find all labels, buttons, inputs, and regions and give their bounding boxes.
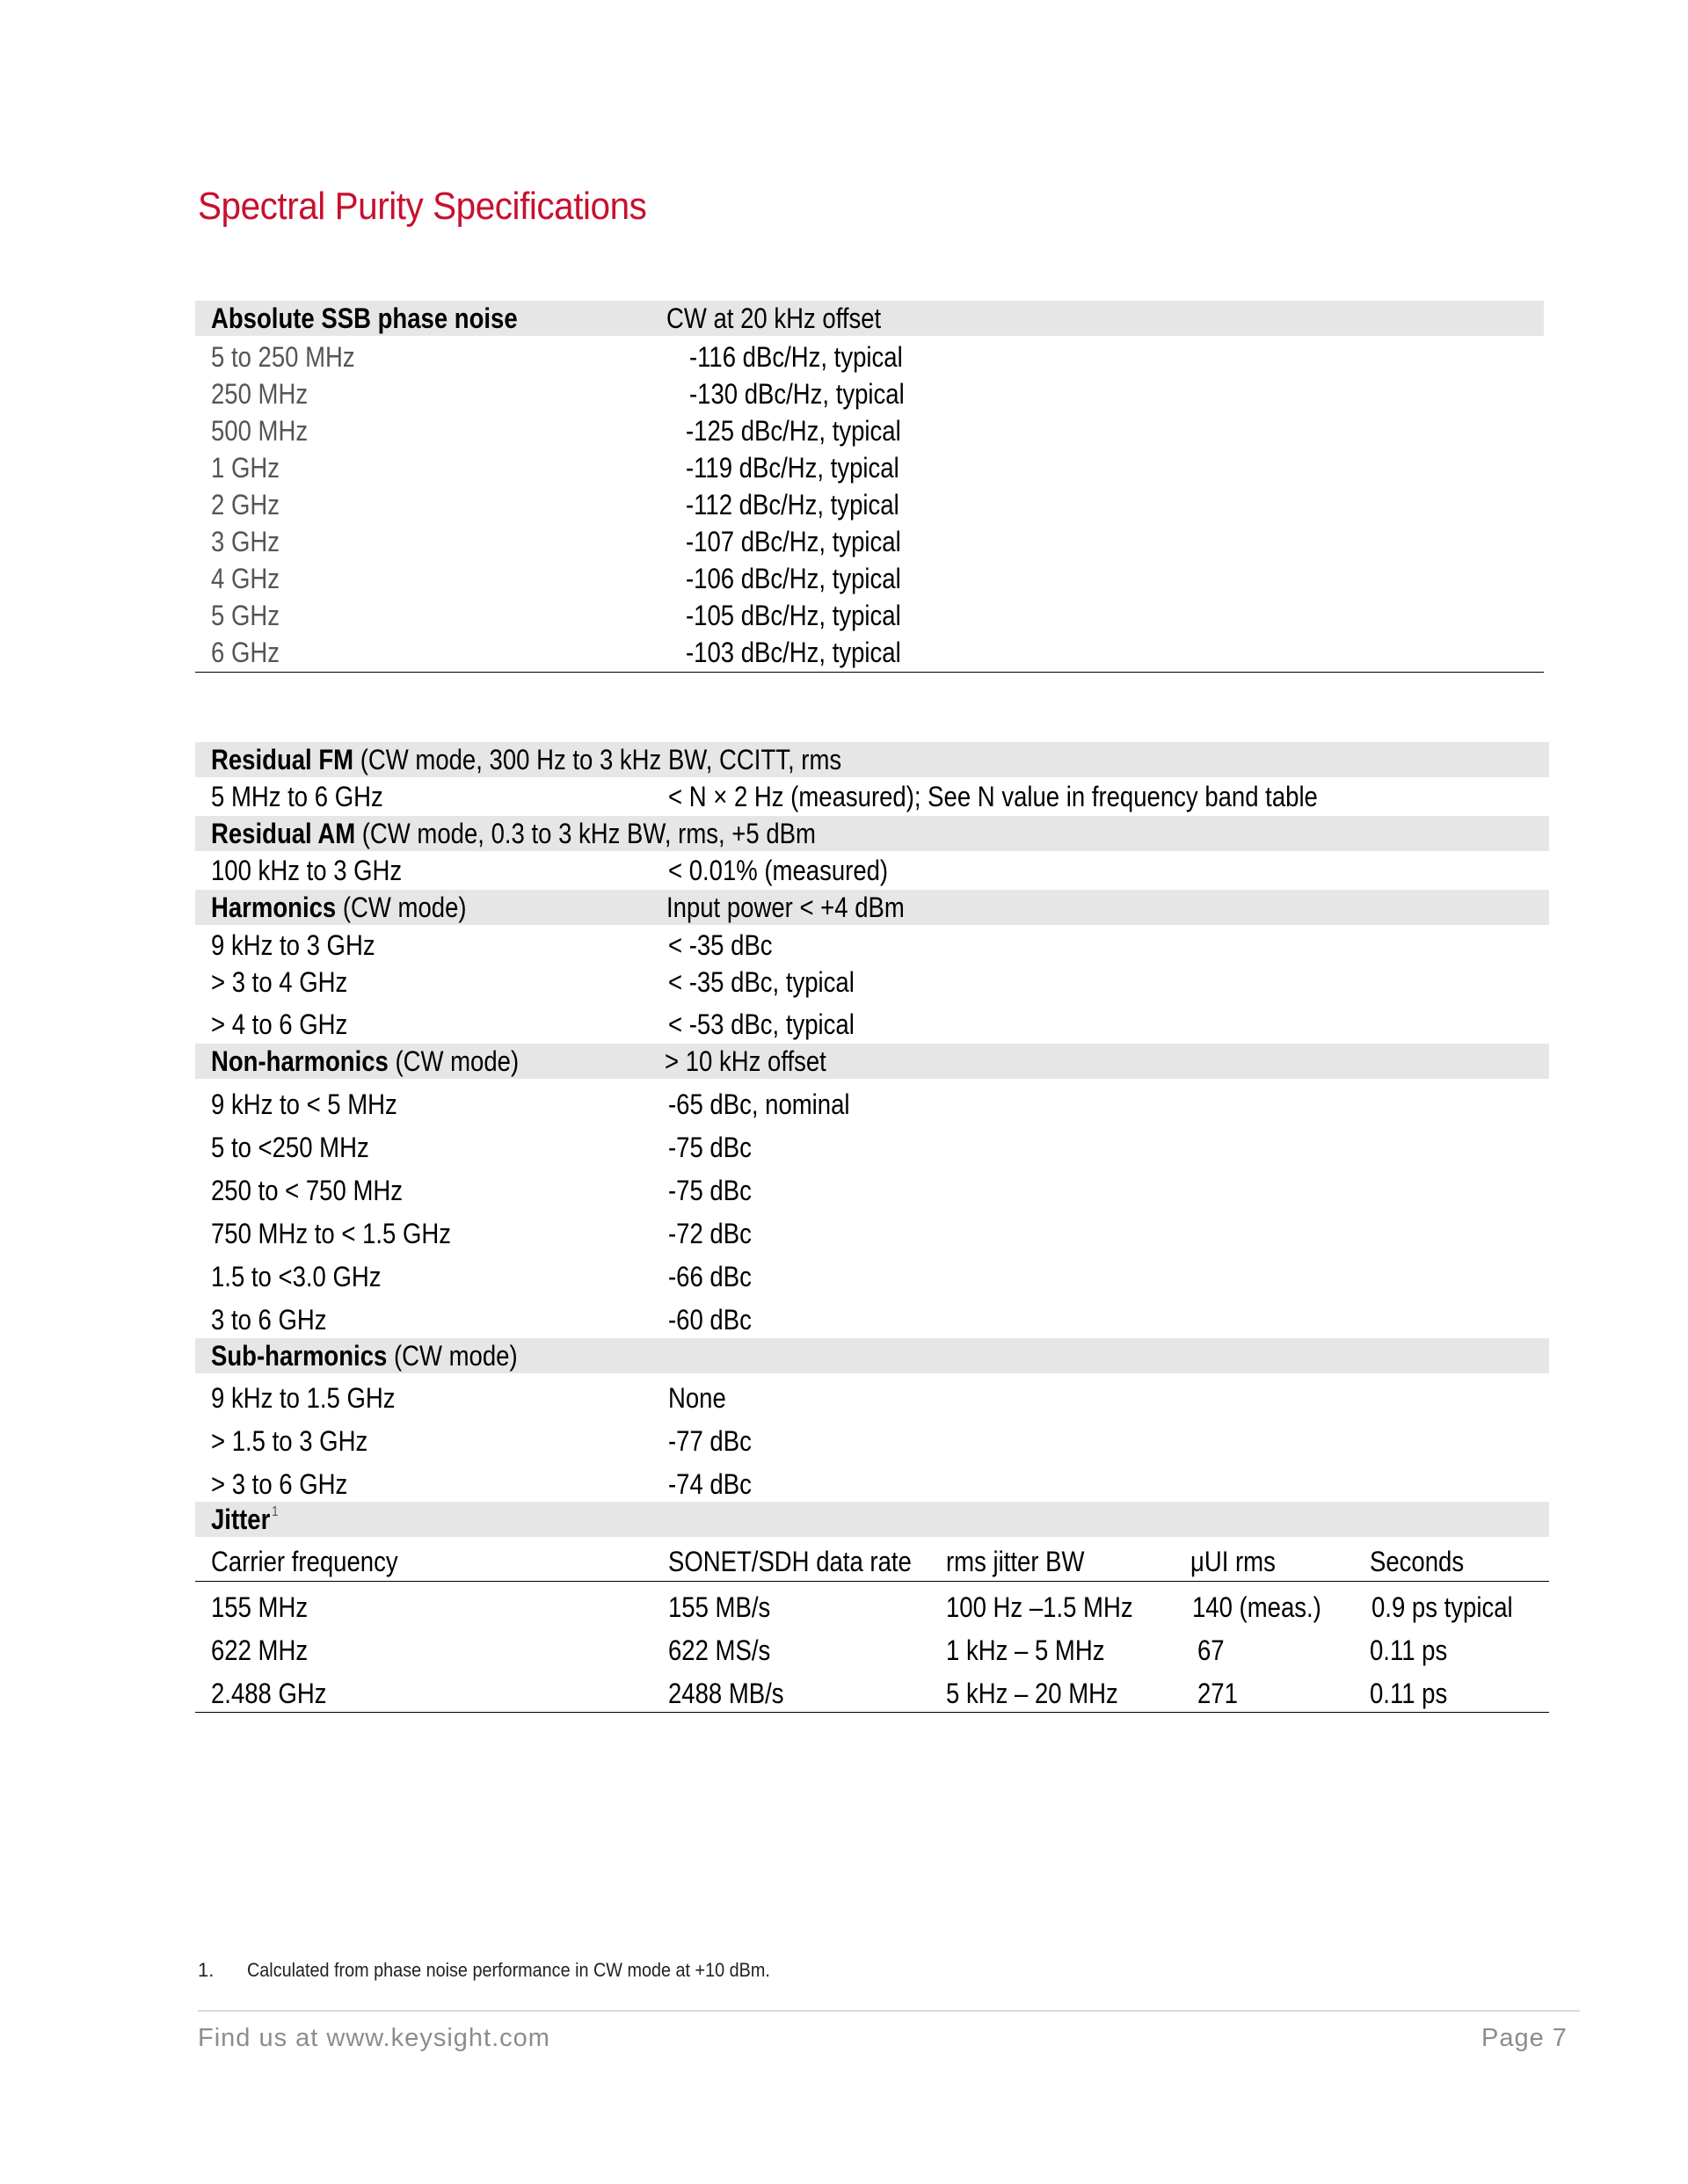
- phase-noise-freq: 6 GHz: [211, 637, 280, 668]
- sub-harmonics-label: > 3 to 6 GHz: [211, 1468, 348, 1500]
- non-harmonics-label: 3 to 6 GHz: [211, 1304, 327, 1336]
- harmonics-value: < -35 dBc, typical: [668, 966, 855, 998]
- jitter-cell: 2488 MB/s: [668, 1678, 784, 1709]
- table-row: [195, 928, 1549, 963]
- phase-noise-freq: 500 MHz: [211, 415, 309, 447]
- harmonics-title: Harmonics (CW mode): [211, 892, 467, 923]
- non-harmonics-label: 5 to <250 MHz: [211, 1132, 369, 1163]
- phase-noise-value: -119 dBc/Hz, typical: [686, 452, 899, 484]
- jitter-cell: 271: [1197, 1678, 1238, 1709]
- phase-noise-value: -130 dBc/Hz, typical: [689, 378, 905, 410]
- jitter-cell: 67: [1197, 1634, 1225, 1666]
- harmonics-label: > 3 to 4 GHz: [211, 966, 348, 998]
- table-row: [195, 853, 1549, 888]
- phase-noise-header-label: Absolute SSB phase noise: [211, 302, 518, 334]
- harmonics-value: < -53 dBc, typical: [668, 1008, 855, 1040]
- phase-noise-value: -105 dBc/Hz, typical: [686, 600, 901, 631]
- jitter-cell: 0.9 ps typical: [1372, 1591, 1513, 1623]
- non-harmonics-value: -75 dBc: [668, 1175, 752, 1206]
- column-header: Seconds: [1370, 1546, 1465, 1577]
- phase-noise-freq: 1 GHz: [211, 452, 280, 484]
- table-row: [195, 1302, 1549, 1337]
- jitter-cell: 5 kHz – 20 MHz: [946, 1678, 1118, 1709]
- non-harmonics-value: -72 dBc: [668, 1218, 752, 1249]
- harmonics-label: 9 kHz to 3 GHz: [211, 929, 375, 961]
- residual-am-value: < 0.01% (measured): [668, 855, 889, 886]
- jitter-header: [195, 1502, 1549, 1537]
- table-row: [195, 561, 1544, 596]
- table-row: [195, 1216, 1549, 1251]
- residual-fm-value: < N × 2 Hz (measured); See N value in frequency band table: [668, 781, 1318, 812]
- non-harmonics-label: 9 kHz to < 5 MHz: [211, 1088, 397, 1120]
- phase-noise-freq: 3 GHz: [211, 526, 280, 557]
- table-row: [195, 1130, 1549, 1165]
- column-header: Carrier frequency: [211, 1546, 398, 1577]
- jitter-cell: 0.11 ps: [1370, 1678, 1448, 1709]
- sub-harmonics-value: None: [668, 1382, 726, 1414]
- sub-harmonics-header: [195, 1338, 1549, 1373]
- non-harmonics-value: -75 dBc: [668, 1132, 752, 1163]
- non-harmonics-label: 750 MHz to < 1.5 GHz: [211, 1218, 452, 1249]
- table-row: [195, 413, 1544, 448]
- jitter-cell: 1 kHz – 5 MHz: [946, 1634, 1105, 1666]
- table-row: [195, 450, 1544, 485]
- jitter-title: Jitter $^1$: [211, 1503, 279, 1535]
- sub-harmonics-label: 9 kHz to 1.5 GHz: [211, 1382, 396, 1414]
- phase-noise-value: -106 dBc/Hz, typical: [686, 563, 901, 594]
- non-harmonics-header: [195, 1044, 1549, 1079]
- table-row: [195, 635, 1544, 670]
- phase-noise-value: -107 dBc/Hz, typical: [686, 526, 901, 557]
- sub-harmonics-title: Sub-harmonics (CW mode): [211, 1340, 518, 1372]
- page-title: Spectral Purity Specifications: [198, 185, 647, 228]
- table-row: [195, 1676, 1549, 1711]
- table-row: [195, 965, 1549, 1000]
- harmonics-condition: Input power < +4 dBm: [666, 892, 905, 923]
- table-row: [195, 376, 1544, 411]
- jitter-cell: 140 (meas.): [1192, 1591, 1321, 1623]
- residual-am-title: Residual AM (CW mode, 0.3 to 3 kHz BW, rms, +5 dBm: [211, 818, 816, 849]
- sub-harmonics-value: -74 dBc: [668, 1468, 752, 1500]
- non-harmonics-label: 1.5 to <3.0 GHz: [211, 1261, 382, 1292]
- jitter-cell: 2.488 GHz: [211, 1678, 327, 1709]
- table-row: [195, 1380, 1549, 1416]
- harmonics-value: < -35 dBc: [668, 929, 773, 961]
- residual-am-header: [195, 816, 1549, 851]
- jitter-cell: 100 Hz –1.5 MHz: [946, 1591, 1133, 1623]
- footnote-text: Calculated from phase noise performance in CW mode at +10 dBm.: [247, 1959, 770, 1981]
- table-row: [195, 1087, 1549, 1122]
- residual-fm-label: 5 MHz to 6 GHz: [211, 781, 383, 812]
- residual-fm-header: [195, 742, 1549, 777]
- column-header: μUI rms: [1190, 1546, 1276, 1577]
- footnote-ref: 1: [272, 1504, 279, 1519]
- table-row: [195, 779, 1549, 814]
- phase-noise-freq: 5 GHz: [211, 600, 280, 631]
- phase-noise-value: -112 dBc/Hz, typical: [686, 489, 899, 521]
- table-row: [195, 598, 1544, 633]
- phase-noise-freq: 4 GHz: [211, 563, 280, 594]
- non-harmonics-value: -60 dBc: [668, 1304, 752, 1336]
- phase-noise-header-value: CW at 20 kHz offset: [666, 302, 882, 334]
- sub-harmonics-value: -77 dBc: [668, 1425, 752, 1457]
- harmonics-label: > 4 to 6 GHz: [211, 1008, 348, 1040]
- table-row: [195, 1467, 1549, 1502]
- table-row: [195, 1590, 1549, 1625]
- footer-website: Find us at www.keysight.com: [198, 2024, 550, 2052]
- non-harmonics-title: Non-harmonics (CW mode): [211, 1045, 520, 1077]
- residual-fm-title: Residual FM (CW mode, 300 Hz to 3 kHz BW, CCITT, rms: [211, 744, 842, 775]
- jitter-header-rule: [195, 1581, 1549, 1582]
- harmonics-header: [195, 890, 1549, 925]
- column-header: rms jitter BW: [946, 1546, 1085, 1577]
- footer-divider: [198, 2010, 1580, 2012]
- jitter-cell: 155 MHz: [211, 1591, 309, 1623]
- table-row: [195, 1173, 1549, 1208]
- phase-noise-bottom-rule: [195, 672, 1544, 673]
- phase-noise-freq: 2 GHz: [211, 489, 280, 521]
- column-header: SONET/SDH data rate: [668, 1546, 912, 1577]
- table-row: [195, 524, 1544, 559]
- phase-noise-freq: 250 MHz: [211, 378, 309, 410]
- phase-noise-value: -103 dBc/Hz, typical: [686, 637, 901, 668]
- non-harmonics-label: 250 to < 750 MHz: [211, 1175, 403, 1206]
- table-row: [195, 1423, 1549, 1459]
- phase-noise-value: -125 dBc/Hz, typical: [686, 415, 901, 447]
- phase-noise-header: [195, 301, 1544, 336]
- footnote-number: 1.: [198, 1959, 215, 1981]
- jitter-column-header-row: [195, 1544, 1549, 1579]
- phase-noise-value: -116 dBc/Hz, typical: [689, 341, 903, 373]
- footer-page-number: Page 7: [1481, 2024, 1568, 2052]
- table-row: [195, 1259, 1549, 1294]
- jitter-cell: 622 MS/s: [668, 1634, 771, 1666]
- table-row: [195, 339, 1544, 375]
- non-harmonics-value: -66 dBc: [668, 1261, 752, 1292]
- jitter-cell: 622 MHz: [211, 1634, 309, 1666]
- jitter-bottom-rule: [195, 1712, 1549, 1713]
- table-row: [195, 487, 1544, 522]
- non-harmonics-value: -65 dBc, nominal: [668, 1088, 850, 1120]
- table-row: [195, 1007, 1549, 1042]
- phase-noise-freq: 5 to 250 MHz: [211, 341, 355, 373]
- jitter-cell: 0.11 ps: [1370, 1634, 1448, 1666]
- non-harmonics-condition: > 10 kHz offset: [665, 1045, 826, 1077]
- residual-am-label: 100 kHz to 3 GHz: [211, 855, 403, 886]
- sub-harmonics-label: > 1.5 to 3 GHz: [211, 1425, 368, 1457]
- table-row: [195, 1633, 1549, 1668]
- jitter-cell: 155 MB/s: [668, 1591, 771, 1623]
